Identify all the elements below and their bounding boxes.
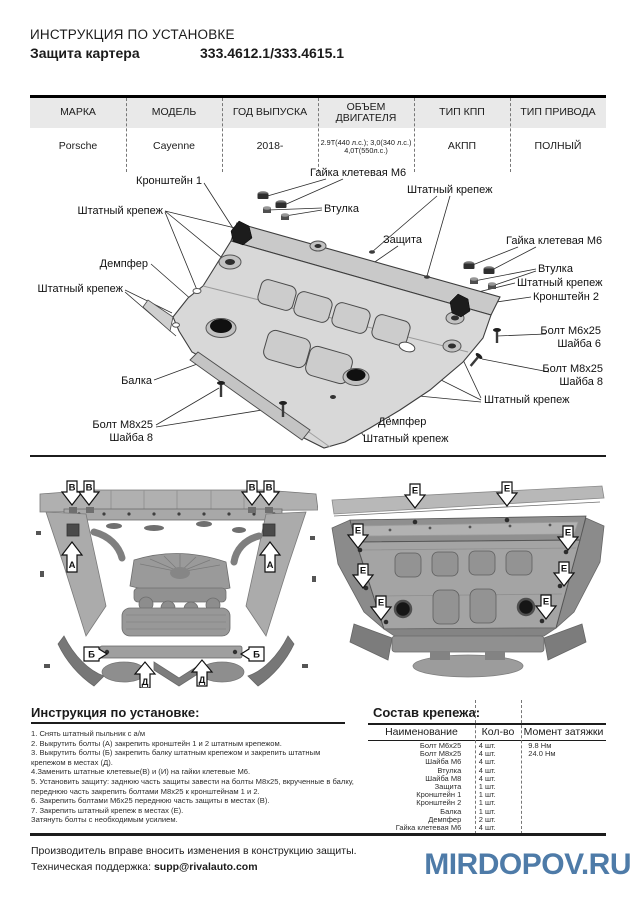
support-email: supp@rivalauto.com: [153, 861, 258, 873]
brand-value: Porsche: [58, 140, 98, 153]
col-brand: МАРКА: [60, 106, 96, 119]
marker-letter: Б: [88, 649, 95, 661]
model-value: Cayenne: [152, 140, 196, 153]
fastener-row: Болт М6х25 4 шт. 9.8 Нм: [419, 741, 552, 750]
step-6: 6. Закрепить болтами М6х25 переднюю часть защиты в местах (В).: [31, 796, 270, 806]
marker-letter: Е: [354, 525, 362, 537]
footer-divider: [30, 833, 606, 836]
step-3: 3. Выкрутить болты (Б) закрепить балку штатным крепежом и закрепить штатным крепежом в местах (Д).: [31, 748, 321, 767]
step-2: 2. Выкрутить болты (А) закрепить кронштейн 1 и 2 штатным крепежом.: [31, 738, 282, 748]
marker-letter: В: [248, 482, 256, 494]
fasteners-heading-rule: [368, 723, 606, 725]
underbody-view-after: [330, 476, 606, 682]
callout-beam: Балка: [121, 375, 152, 387]
product-name: Защита картера: [30, 45, 140, 61]
callout-washer-6: Шайба 6: [557, 338, 601, 350]
callout-washer-8-bottom: Шайба 8: [109, 432, 153, 444]
fastener-row: Балка 1 шт.: [440, 806, 496, 816]
callout-bushing-right: Втулка: [538, 263, 573, 275]
callout-oem-fastener-right: Штатный крепеж: [517, 277, 603, 289]
callout-plate: Защита: [383, 234, 422, 246]
fastener-row: Втулка 4 шт.: [437, 765, 496, 775]
fasteners-header-row: [368, 726, 606, 738]
fasteners-rows: [368, 742, 606, 832]
marker-letter: Е: [359, 565, 367, 577]
part-numbers: 333.4612.1/333.4615.1: [200, 45, 345, 61]
fasteners-table: [368, 700, 606, 834]
fasteners-divider: [521, 700, 522, 834]
callout-washer-8-right: Шайба 8: [559, 376, 603, 388]
marker-letter: Е: [564, 527, 572, 539]
fastener-row: Болт М8х25 4 шт. 24.0 Нм: [419, 749, 556, 759]
callout-oem-fastener-rlow: Штатный крепеж: [484, 394, 570, 406]
marker-letter: Е: [411, 485, 419, 497]
drive-value: ПОЛНЫЙ: [534, 140, 582, 153]
callout-oem-fastener-llow: Штатный крепеж: [37, 283, 123, 295]
instructions-heading: Инструкция по установке:: [31, 705, 200, 720]
col-year: ГОД ВЫПУСКА: [232, 106, 308, 119]
watermark: MIRDOPOV.RU: [424, 848, 631, 881]
callout-bracket2: Кронштейн 2: [533, 291, 599, 303]
callout-bolt-m8-right: Болт М8х25: [542, 363, 603, 375]
col-drive: ТИП ПРИВОДА: [520, 106, 596, 119]
skid-plate-drawing: [143, 221, 500, 448]
page-title: ИНСТРУКЦИЯ ПО УСТАНОВКЕ: [30, 27, 235, 42]
marker-letter: В: [265, 482, 273, 494]
gearbox-value: АКПП: [447, 140, 477, 153]
marker-letter: Д: [198, 675, 206, 686]
fastener-row: Защита 1 шт.: [434, 781, 496, 791]
marker-letter: В: [85, 482, 93, 494]
callout-damper-bottom: Демпфер: [378, 416, 427, 428]
callout-oem-fastener-top: Штатный крепеж: [407, 184, 493, 196]
marker-letter: Е: [560, 563, 568, 575]
fastener-row: Шайба М6 4 шт.: [425, 757, 496, 767]
engine-line1: 2.9Т(440 л.с.); 3,0(340 л.с.): [320, 137, 412, 147]
marker-letter: Е: [542, 596, 550, 608]
col-engine: ОБЪЕМ ДВИГАТЕЛЯ: [335, 100, 397, 124]
fastener-row: Шайба М8 4 шт.: [425, 773, 496, 783]
fastener-row: Кронштейн 2 1 шт.: [416, 798, 496, 808]
step-final: Затянуть болты с необходимым усилием.: [31, 815, 178, 825]
step-5: 5. Установить защиту: заднюю часть защиты завести на болты М8х25, вкрученные в балку, переднюю часть закрепить болтами М8х25 к кронштейнам 1 и 2.: [31, 776, 354, 796]
callout-oem-fastener-bottom: Штатный крепеж: [363, 433, 449, 445]
fasteners-heading: Состав крепежа:: [373, 705, 481, 720]
marker-letter: А: [68, 560, 76, 571]
callout-cage-nut-right: Гайка клетевая М6: [506, 235, 603, 247]
manufacturer-note: Производитель вправе вносить изменения в конструкцию защиты.: [31, 845, 357, 857]
col-qty: Кол-во: [481, 726, 515, 738]
underbody-view-before: [34, 476, 318, 688]
instructions-steps: [31, 729, 355, 825]
support-line: [31, 861, 258, 873]
step-4: 4.Заменить штатные клетевые(В) и (И) на гайки клетевые М6.: [31, 767, 251, 777]
marker-letter: Д: [141, 677, 149, 688]
step-1: 1. Снять штатный пыльник с а/м: [31, 729, 146, 738]
marker-letter: Е: [503, 483, 511, 495]
engine-line2: 4,0Т(550л.с.): [344, 146, 388, 155]
step-7: 7. Закрепить штатный крепеж в местах (Е).: [31, 805, 184, 815]
col-name: Наименование: [385, 726, 458, 738]
marker-letter: В: [68, 482, 76, 494]
callout-oem-fastener-left: Штатный крепеж: [77, 205, 163, 217]
callout-bolt-m8-bottom: Болт М8х25: [92, 419, 153, 431]
col-model: МОДЕЛЬ: [151, 106, 197, 119]
fastener-row: Демпфер 2 шт.: [428, 814, 496, 824]
callout-damper-left: Демпфер: [99, 258, 148, 270]
marker-letter: Е: [377, 597, 385, 609]
instructions-underline: [31, 722, 345, 724]
marker-letter: А: [266, 560, 274, 571]
callout-bushing-top: Втулка: [324, 203, 359, 215]
fasteners-divider: [475, 700, 476, 834]
year-value: 2018-: [256, 140, 284, 153]
marker-letter: Б: [253, 649, 260, 661]
col-gearbox: ТИП КПП: [439, 106, 485, 119]
callout-bracket1: Кронштейн 1: [136, 175, 202, 187]
fastener-row: Кронштейн 1 1 шт.: [416, 790, 496, 800]
callout-cage-nut-top: Гайка клетевая М6: [310, 167, 407, 179]
section-divider: [30, 455, 606, 457]
support-label: Техническая поддержка:: [31, 861, 152, 873]
fastener-row: Гайка клетевая М6 4 шт.: [395, 822, 496, 832]
callout-bolt-m6: Болт М6х25: [540, 325, 601, 337]
col-torque: Момент затяжки: [523, 726, 604, 738]
